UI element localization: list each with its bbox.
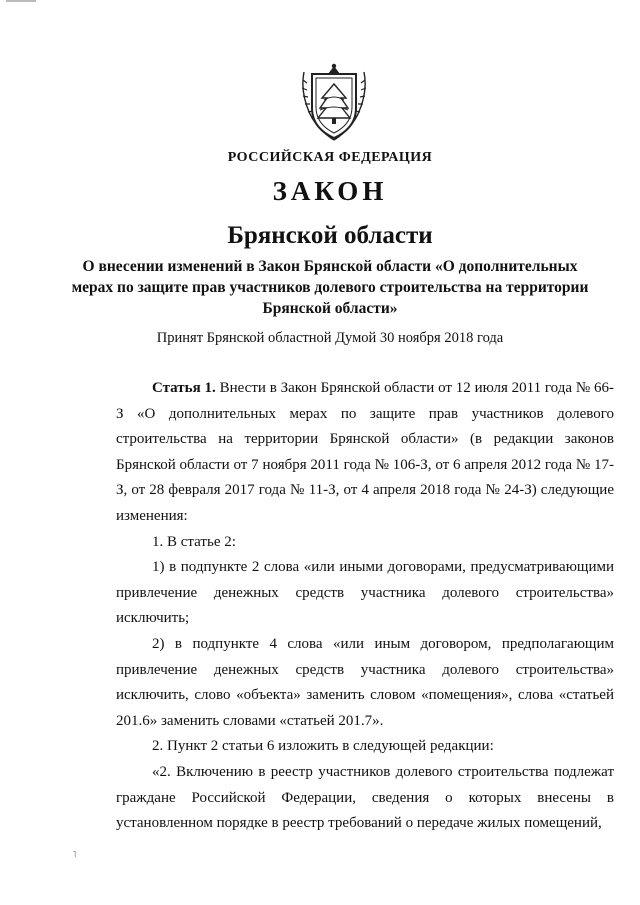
paragraph: 1. В статье 2: bbox=[152, 533, 236, 550]
coat-of-arms-icon bbox=[298, 62, 370, 142]
region-heading: Брянской области bbox=[227, 222, 433, 249]
paragraph: 1) в подпункте 2 слова «или иными договорами, предусматривающими привлечение денежных средств участника долевого строительства» исключить; bbox=[116, 559, 614, 627]
article-1-intro bbox=[116, 376, 614, 530]
scan-mark bbox=[6, 0, 36, 2]
paragraph: 2. Пункт 2 статьи 6 изложить в следующей редакции: bbox=[152, 738, 494, 755]
article-1-label: Статья 1. bbox=[152, 380, 216, 396]
adoption-date: Принят Брянской областной Думой 30 ноября 2018 года bbox=[156, 330, 504, 346]
law-subject: О внесении изменений в Закон Брянской области «О дополнительных мерах по защите прав участников долевого строительства на территории Брянской области» bbox=[71, 258, 589, 317]
paragraph: 2) в подпункте 4 слова «или иным договором, предполагающим привлечение денежных средств участника долевого строительства» исключить, слово «объекта» заменить словом «помещения», слова «статьей 201.6» заменить словами «статьей 201.7». bbox=[116, 635, 614, 729]
federation-heading: РОССИЙСКАЯ ФЕДЕРАЦИЯ bbox=[227, 150, 433, 165]
scan-speck: ˥ bbox=[73, 850, 77, 859]
paragraph: «2. Включению в реестр участников долевого строительства подлежат граждане Российской Федерации, сведения о которых внесены в установленном порядке в реестр требований о передаче жилых помещений, bbox=[116, 763, 614, 832]
law-heading: ЗАКОН bbox=[272, 176, 388, 206]
article-body bbox=[116, 376, 614, 837]
article-1-text: Внести в Закон Брянской области от 12 июля 2011 года № 66-З «О дополнительных мерах по защите прав участников долевого строительства на территории Брянской области» (в редакции законов Брянской области от 7 ноября 2011 года № 106-З, от 6 апреля 2012 года № 17-З, от 28 февраля 2017 года № 11-З, от 4 апреля 2018 года № 24-З) следующие изменения: bbox=[116, 380, 615, 524]
